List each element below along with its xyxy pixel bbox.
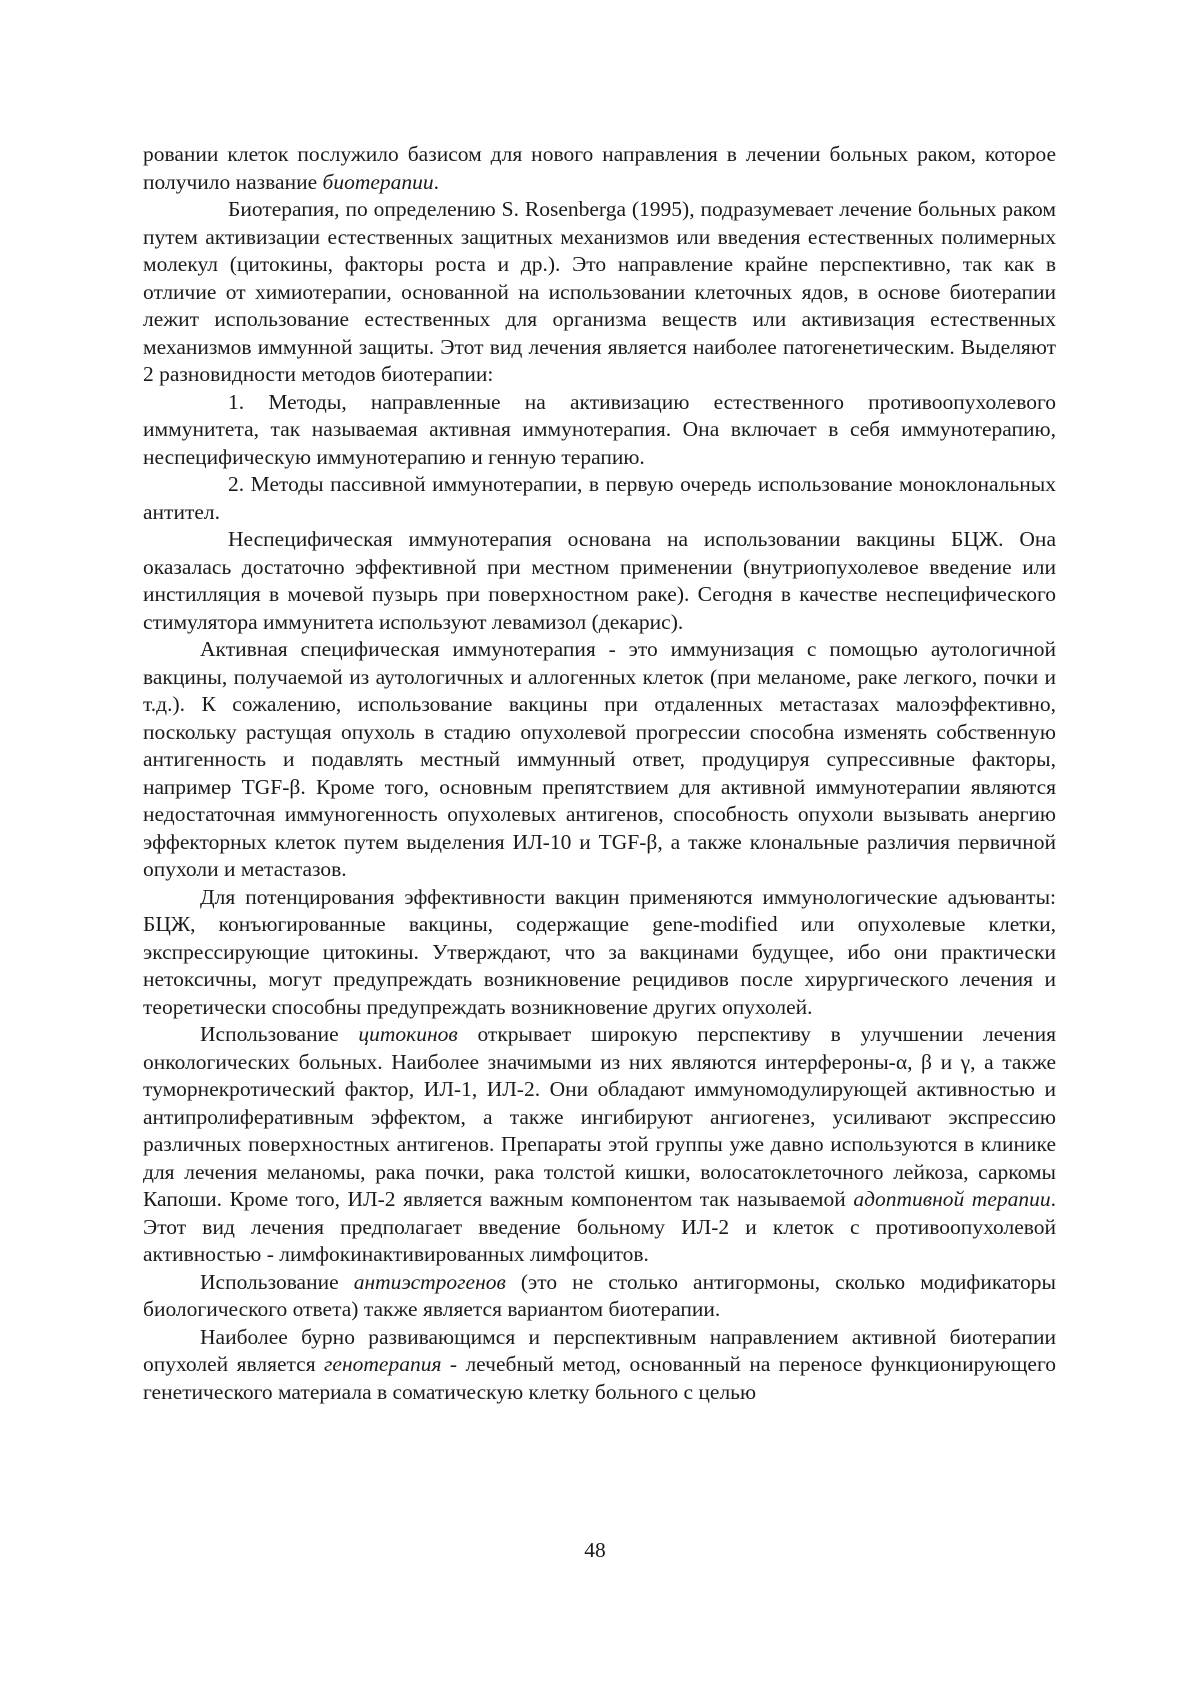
paragraph <box>143 141 1056 196</box>
text-run: Наиболее бурно развивающимся и перспективным направлением активной биотерапии опухолей является <box>143 1324 1056 1376</box>
italic-term: биотерапии <box>322 169 434 194</box>
paragraph: Неспецифическая иммунотерапия основана на использовании вакцины БЦЖ. Она оказалась достаточно эффективной при местном применении (внутриопухолевое введение или инстилляция в мочевой пузырь при поверхностном раке). Сегодня в качестве неспецифического стимулятора иммунитета используют левамизол (декарис). <box>143 527 1056 634</box>
text-run: - лечебный метод, основанный на переносе функционирующего генетического материала в соматическую клетку больного с целью <box>143 1352 1056 1404</box>
text-run: (это не столько антигормоны, сколько модификаторы биологического ответа) также является вариантом биотерапии. <box>143 1269 1056 1321</box>
italic-term: антиэстрогенов <box>353 1269 506 1294</box>
text-run: Использование <box>200 1022 359 1046</box>
list-item: 1. Методы, направленные на активизацию естественного противоопухолевого иммунитета, так называемая активная иммунотерапия. Она включает в себя иммунотерапию, неспецифическую иммунотерапию и генную терапию. <box>143 389 1056 469</box>
paragraph <box>143 1324 1056 1407</box>
text-run: . Этот вид лечения предполагает введение больному ИЛ-2 и клеток с противоопухолевой активностью - лимфокинактивированных лимфоцитов. <box>143 1187 1056 1266</box>
body-text <box>143 141 1056 1406</box>
page-number: 48 <box>584 1538 606 1562</box>
italic-term: генотерапия <box>324 1352 442 1376</box>
paragraph <box>143 1021 1056 1269</box>
text-run: . <box>433 169 440 194</box>
list-item: 2. Методы пассивной иммунотерапии, в первую очередь использование моноклональных антител. <box>143 472 1056 524</box>
paragraph <box>143 1269 1056 1324</box>
text-run: открывает широкую перспективу в улучшении лечения онкологических больных. Наиболее значимыми из них являются интерфероны-α, β и γ, а также туморнекротический фактор, ИЛ-1, ИЛ-2. Они обладают иммуномодулирующей активностью и антипролиферативным эффектом, а также ингибируют ангиогенез, усиливают экспрессию различных поверхностных антигенов. Препараты этой группы уже давно используются в клинике для лечения меланомы, рака почки, рака толстой кишки, волосатоклеточного лейкоза, саркомы Капоши. Кроме того, ИЛ-2 является важным компонентом так называемой <box>143 1022 1056 1211</box>
italic-term: цитокинов <box>358 1022 458 1046</box>
paragraph: Для потенцирования эффективности вакцин применяются иммунологические адъюванты: БЦЖ, конъюгированные вакцины, содержащие gene-modified или опухолевые клетки, экспрессирующие цитокины. Утверждают, что за вакцинами будущее, ибо они практически нетоксичны, могут предупреждать возникновение рецидивов после хирургического лечения и теоретически способны предупреждать возникновение других опухолей. <box>143 884 1056 1019</box>
paragraph: Активная специфическая иммунотерапия - это иммунизация с помощью аутологичной вакцины, получаемой из аутологичных и аллогенных клеток (при меланоме, раке легкого, почки и т.д.). К сожалению, использование вакцины при отдаленных метастазах малоэффективно, поскольку растущая опухоль в стадию опухолевой прогрессии способна изменять собственную антигенность и подавлять местный иммунный ответ, продуцируя супрессивные факторы, например TGF-β. Кроме того, основным препятствием для активной иммунотерапии являются недостаточная иммуногенность опухолевых антигенов, способность опухоли вызывать анергию эффекторных клеток путем выделения ИЛ-10 и TGF-β, а также клональные различия первичной опухоли и метастазов. <box>143 637 1056 881</box>
text-run: ровании клеток послужило базисом для нового направления в лечении больных раком, которое получило название <box>143 142 1056 194</box>
italic-term: адоптивной терапии <box>853 1187 1051 1211</box>
text-run: Использование <box>200 1269 354 1294</box>
paragraph: Биотерапия, по определению S. Rosenberga (1995), подразумевает лечение больных раком путем активизации естественных защитных механизмов или введения естественных полимерных молекул (цитокины, факторы роста и др.). Это направление крайне перспективно, так как в отличие от химиотерапии, основанной на использовании клеточных ядов, в основе биотерапии лежит использование естественных для организма веществ или активизация естественных механизмов иммунной защиты. Этот вид лечения является наиболее патогенетическим. Выделяют 2 разновидности методов биотерапии: <box>143 197 1056 386</box>
